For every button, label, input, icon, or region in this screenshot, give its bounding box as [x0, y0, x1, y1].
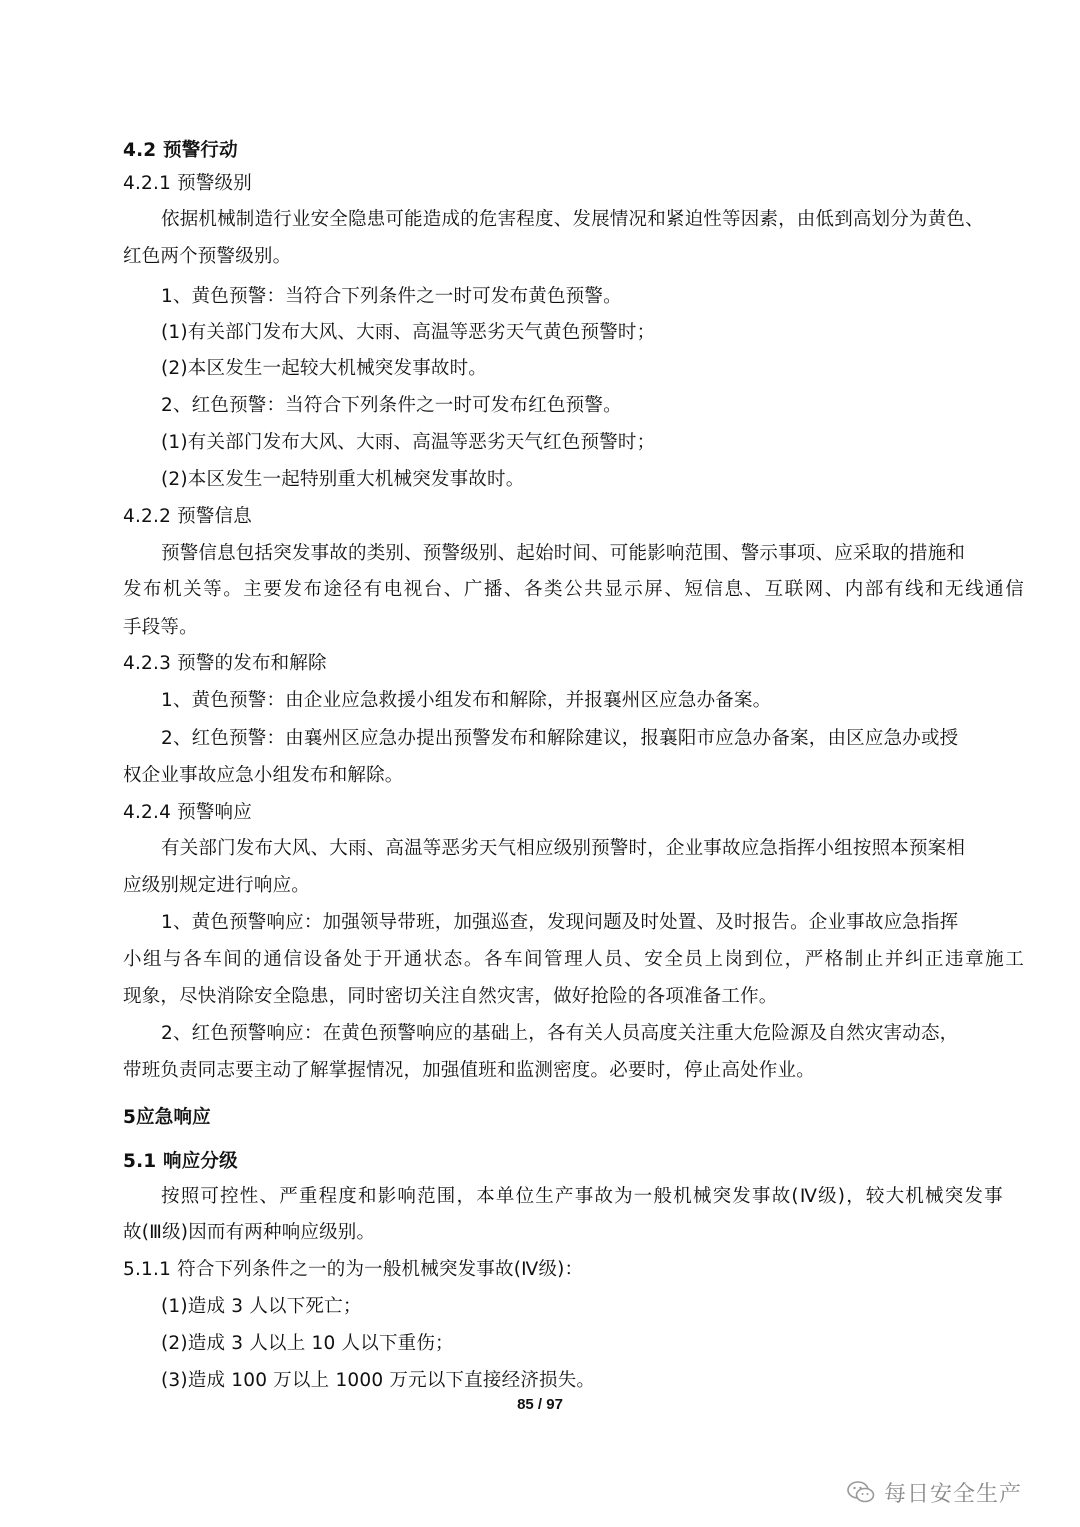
paragraph-line: 2、红色预警响应：在黄色预警响应的基础上，各有关人员高度关注重大危险源及自然灾害动态，	[161, 1023, 959, 1044]
paragraph-line: 发布机关等。主要发布途径有电视台、广播、各类公共显示屏、短信息、互联网、内部有线和无线通信	[123, 579, 1026, 600]
paragraph-line: 1、黄色预警：由企业应急救援小组发布和解除，并报襄州区应急办备案。	[161, 690, 772, 711]
section-heading: 5应急响应	[123, 1107, 211, 1128]
section-heading: 5.1 响应分级	[123, 1151, 238, 1172]
paragraph-line: 红色两个预警级别。	[123, 246, 292, 267]
paragraph-line: 预警信息包括突发事故的类别、预警级别、起始时间、可能影响范围、警示事项、应采取的措施和	[161, 543, 966, 564]
list-item: (2)本区发生一起特别重大机械突发事故时。	[161, 469, 525, 490]
subsection-heading: 5.1.1 符合下列条件之一的为一般机械突发事故(Ⅳ级)：	[123, 1259, 584, 1280]
watermark-text: 每日安全生产	[884, 1481, 1023, 1507]
paragraph-line: 有关部门发布大风、大雨、高温等恶劣天气相应级别预警时，企业事故应急指挥小组按照本预案相	[161, 838, 966, 859]
subsection-heading: 4.2.4 预警响应	[123, 802, 252, 823]
list-item: (1)造成 3 人以下死亡；	[161, 1296, 362, 1317]
list-item: (2)本区发生一起较大机械突发事故时。	[161, 358, 488, 379]
paragraph-line: 2、红色预警：由襄州区应急办提出预警发布和解除建议，报襄阳市应急办备案，由区应急办或授	[161, 728, 959, 749]
paragraph-line: 现象，尽快消除安全隐患，同时密切关注自然灾害，做好抢险的各项准备工作。	[123, 986, 778, 1007]
paragraph-line: 故(Ⅲ级)因而有两种响应级别。	[123, 1222, 376, 1243]
wechat-icon	[846, 1479, 876, 1505]
paragraph-line: 1、黄色预警响应：加强领导带班，加强巡查，发现问题及时处置、及时报告。企业事故应急指挥	[161, 912, 959, 933]
list-item: (2)造成 3 人以上 10 人以下重伤；	[161, 1333, 454, 1354]
list-item: (1)有关部门发布大风、大雨、高温等恶劣天气黄色预警时；	[161, 322, 656, 343]
paragraph-line: 依据机械制造行业安全隐患可能造成的危害程度、发展情况和紧迫性等因素，由低到高划分为黄色、	[161, 209, 984, 230]
list-item: 1、黄色预警：当符合下列条件之一时可发布黄色预警。	[161, 286, 622, 307]
paragraph-line: 权企业事故应急小组发布和解除。	[123, 765, 404, 786]
page-number: 85 / 97	[517, 1396, 563, 1413]
paragraph-line: 按照可控性、严重程度和影响范围，本单位生产事故为一般机械突发事故(Ⅳ级)，较大机械突发事	[161, 1186, 1004, 1207]
list-item: 2、红色预警：当符合下列条件之一时可发布红色预警。	[161, 395, 622, 416]
list-item: (1)有关部门发布大风、大雨、高温等恶劣天气红色预警时；	[161, 432, 656, 453]
paragraph-line: 带班负责同志要主动了解掌握情况，加强值班和监测密度。必要时，停止高处作业。	[123, 1060, 815, 1081]
paragraph-line: 手段等。	[123, 617, 198, 638]
subsection-heading: 4.2.3 预警的发布和解除	[123, 653, 327, 674]
list-item: (3)造成 100 万以上 1000 万元以下直接经济损失。	[161, 1370, 596, 1391]
subsection-heading: 4.2.1 预警级别	[123, 173, 252, 194]
paragraph-line: 小组与各车间的通信设备处于开通状态。各车间管理人员、安全员上岗到位，严格制止并纠正违章施工	[123, 949, 1026, 970]
section-heading: 4.2 预警行动	[123, 140, 238, 161]
subsection-heading: 4.2.2 预警信息	[123, 506, 252, 527]
paragraph-line: 应级别规定进行响应。	[123, 875, 311, 896]
watermark	[846, 1477, 1022, 1507]
